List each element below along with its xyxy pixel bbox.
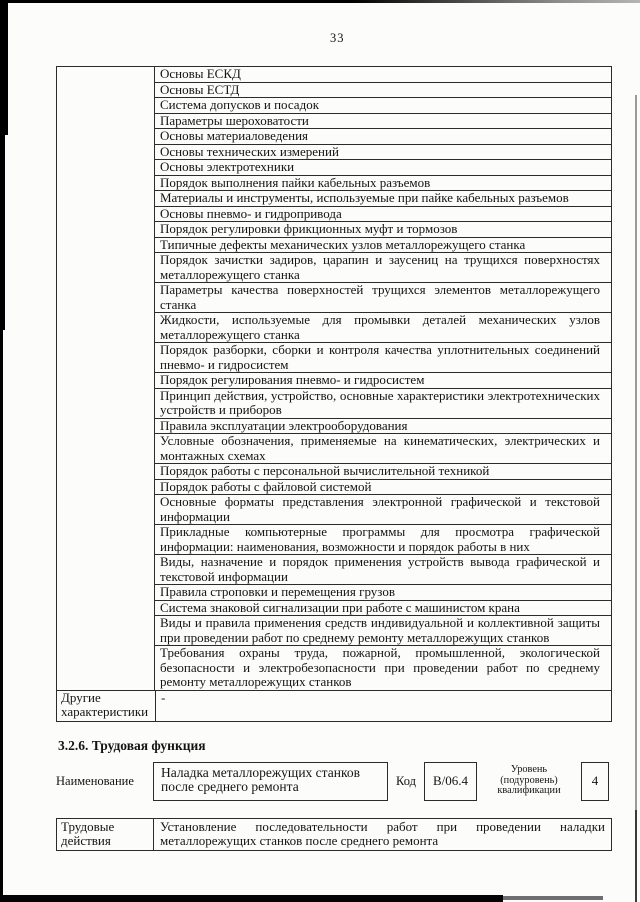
table-row: Правила строповки и перемещения грузов	[155, 585, 611, 601]
scan-artifact-bottom-bar-grey	[503, 896, 603, 900]
table-row: Система знаковой сигнализации при работе с машинистом крана	[155, 601, 611, 617]
knowledge-table-rows	[155, 67, 611, 690]
table-row: Параметры шероховатости	[155, 114, 611, 130]
table-row: Жидкости, используемые для промывки деталей механических узлов металлорежущего станка	[155, 313, 611, 343]
table-row: Основы материаловедения	[155, 129, 611, 145]
function-name-box: Наладка металлорежущих станков после среднего ремонта	[153, 762, 388, 801]
table-row: Основы ЕСТД	[155, 83, 611, 99]
table-row: Виды и правила применения средств индивидуальной и коллективной защиты при проведении работ по среднему ремонту металлорежущих станков	[155, 616, 611, 646]
table-row: Порядок зачистки задиров, царапин и заусениц на трущихся поверхностях металлорежущего станка	[155, 253, 611, 283]
page-content	[56, 66, 612, 851]
other-characteristics-row	[57, 690, 611, 721]
table-row: Виды, назначение и порядок применения устройств вывода графической и текстовой информации	[155, 555, 611, 585]
table-row: Порядок разборки, сборки и контроля качества уплотнительных соединений пневмо- и гидросистем	[155, 343, 611, 373]
table-row: Прикладные компьютерные программы для просмотра графической информации: наименования, возможности и порядок работы в них	[155, 525, 611, 555]
table-row: Параметры качества поверхностей трущихся элементов металлорежущего станка	[155, 283, 611, 313]
table-row: Порядок работы с персональной вычислительной техникой	[155, 464, 611, 480]
table-row: Требования охраны труда, пожарной, промышленной, экологической безопасности и электробезопасности при проведении работ по среднему ремонту металлорежущих станков	[160, 645, 600, 689]
labor-actions-table	[56, 818, 612, 851]
other-characteristics-label: Другие характеристики	[57, 691, 156, 721]
scan-artifact-right-edge-dark	[635, 810, 637, 902]
table-row: Порядок работы с файловой системой	[155, 480, 611, 496]
table-row: Система допусков и посадок	[155, 98, 611, 114]
function-name-label: Наименование	[56, 773, 134, 788]
table-row: Принцип действия, устройство, основные характеристики электротехнических устройств и приборов	[155, 389, 611, 419]
table-row: Порядок регулировки фрикционных муфт и тормозов	[155, 222, 611, 238]
scan-artifact-left-bar-top	[0, 0, 8, 135]
function-code-box: В/06.4	[424, 762, 477, 801]
scan-artifact-right-edge	[635, 95, 637, 902]
labor-actions-value: Установление последовательности работ при проведении наладки металлорежущих станков после среднего ремонта	[160, 818, 605, 848]
knowledge-table	[56, 66, 612, 722]
page-number: 33	[330, 31, 345, 45]
table-row: Основы ЕСКД	[155, 67, 611, 83]
table-row: Основные форматы представления электронной графической и текстовой информации	[155, 495, 611, 525]
table-row: Основы электротехники	[155, 160, 611, 176]
knowledge-table-body	[57, 67, 611, 690]
table-row: Основы пневмо- и гидропривода	[155, 207, 611, 223]
table-row: Основы технических измерений	[155, 145, 611, 161]
scan-artifact-top-line	[0, 0, 640, 3]
knowledge-table-left-cell	[57, 67, 155, 690]
function-level-label	[477, 762, 581, 801]
table-row: Порядок выполнения пайки кабельных разъемов	[155, 176, 611, 192]
table-row: Типичные дефекты механических узлов металлорежущего станка	[155, 238, 611, 254]
scan-artifact-bottom-bar	[0, 895, 503, 902]
table-row: Порядок регулирования пневмо- и гидросистем	[155, 373, 611, 389]
other-characteristics-value: -	[161, 689, 166, 705]
table-row: Материалы и инструменты, используемые при пайке кабельных разъемов	[155, 191, 611, 207]
function-level-label-text: Уровень (подуровень) квалификации	[497, 764, 561, 797]
function-name-strip	[56, 762, 612, 801]
function-level-box: 4	[581, 762, 609, 801]
labor-actions-label: Трудовые действия	[57, 819, 154, 850]
table-row: Правила эксплуатации электрооборудования	[155, 419, 611, 435]
function-code-label: Код	[396, 773, 416, 788]
section-heading: 3.2.6. Трудовая функция	[58, 737, 206, 753]
table-row: Условные обозначения, применяемые на кинематических, электрических и монтажных схемах	[155, 434, 611, 464]
